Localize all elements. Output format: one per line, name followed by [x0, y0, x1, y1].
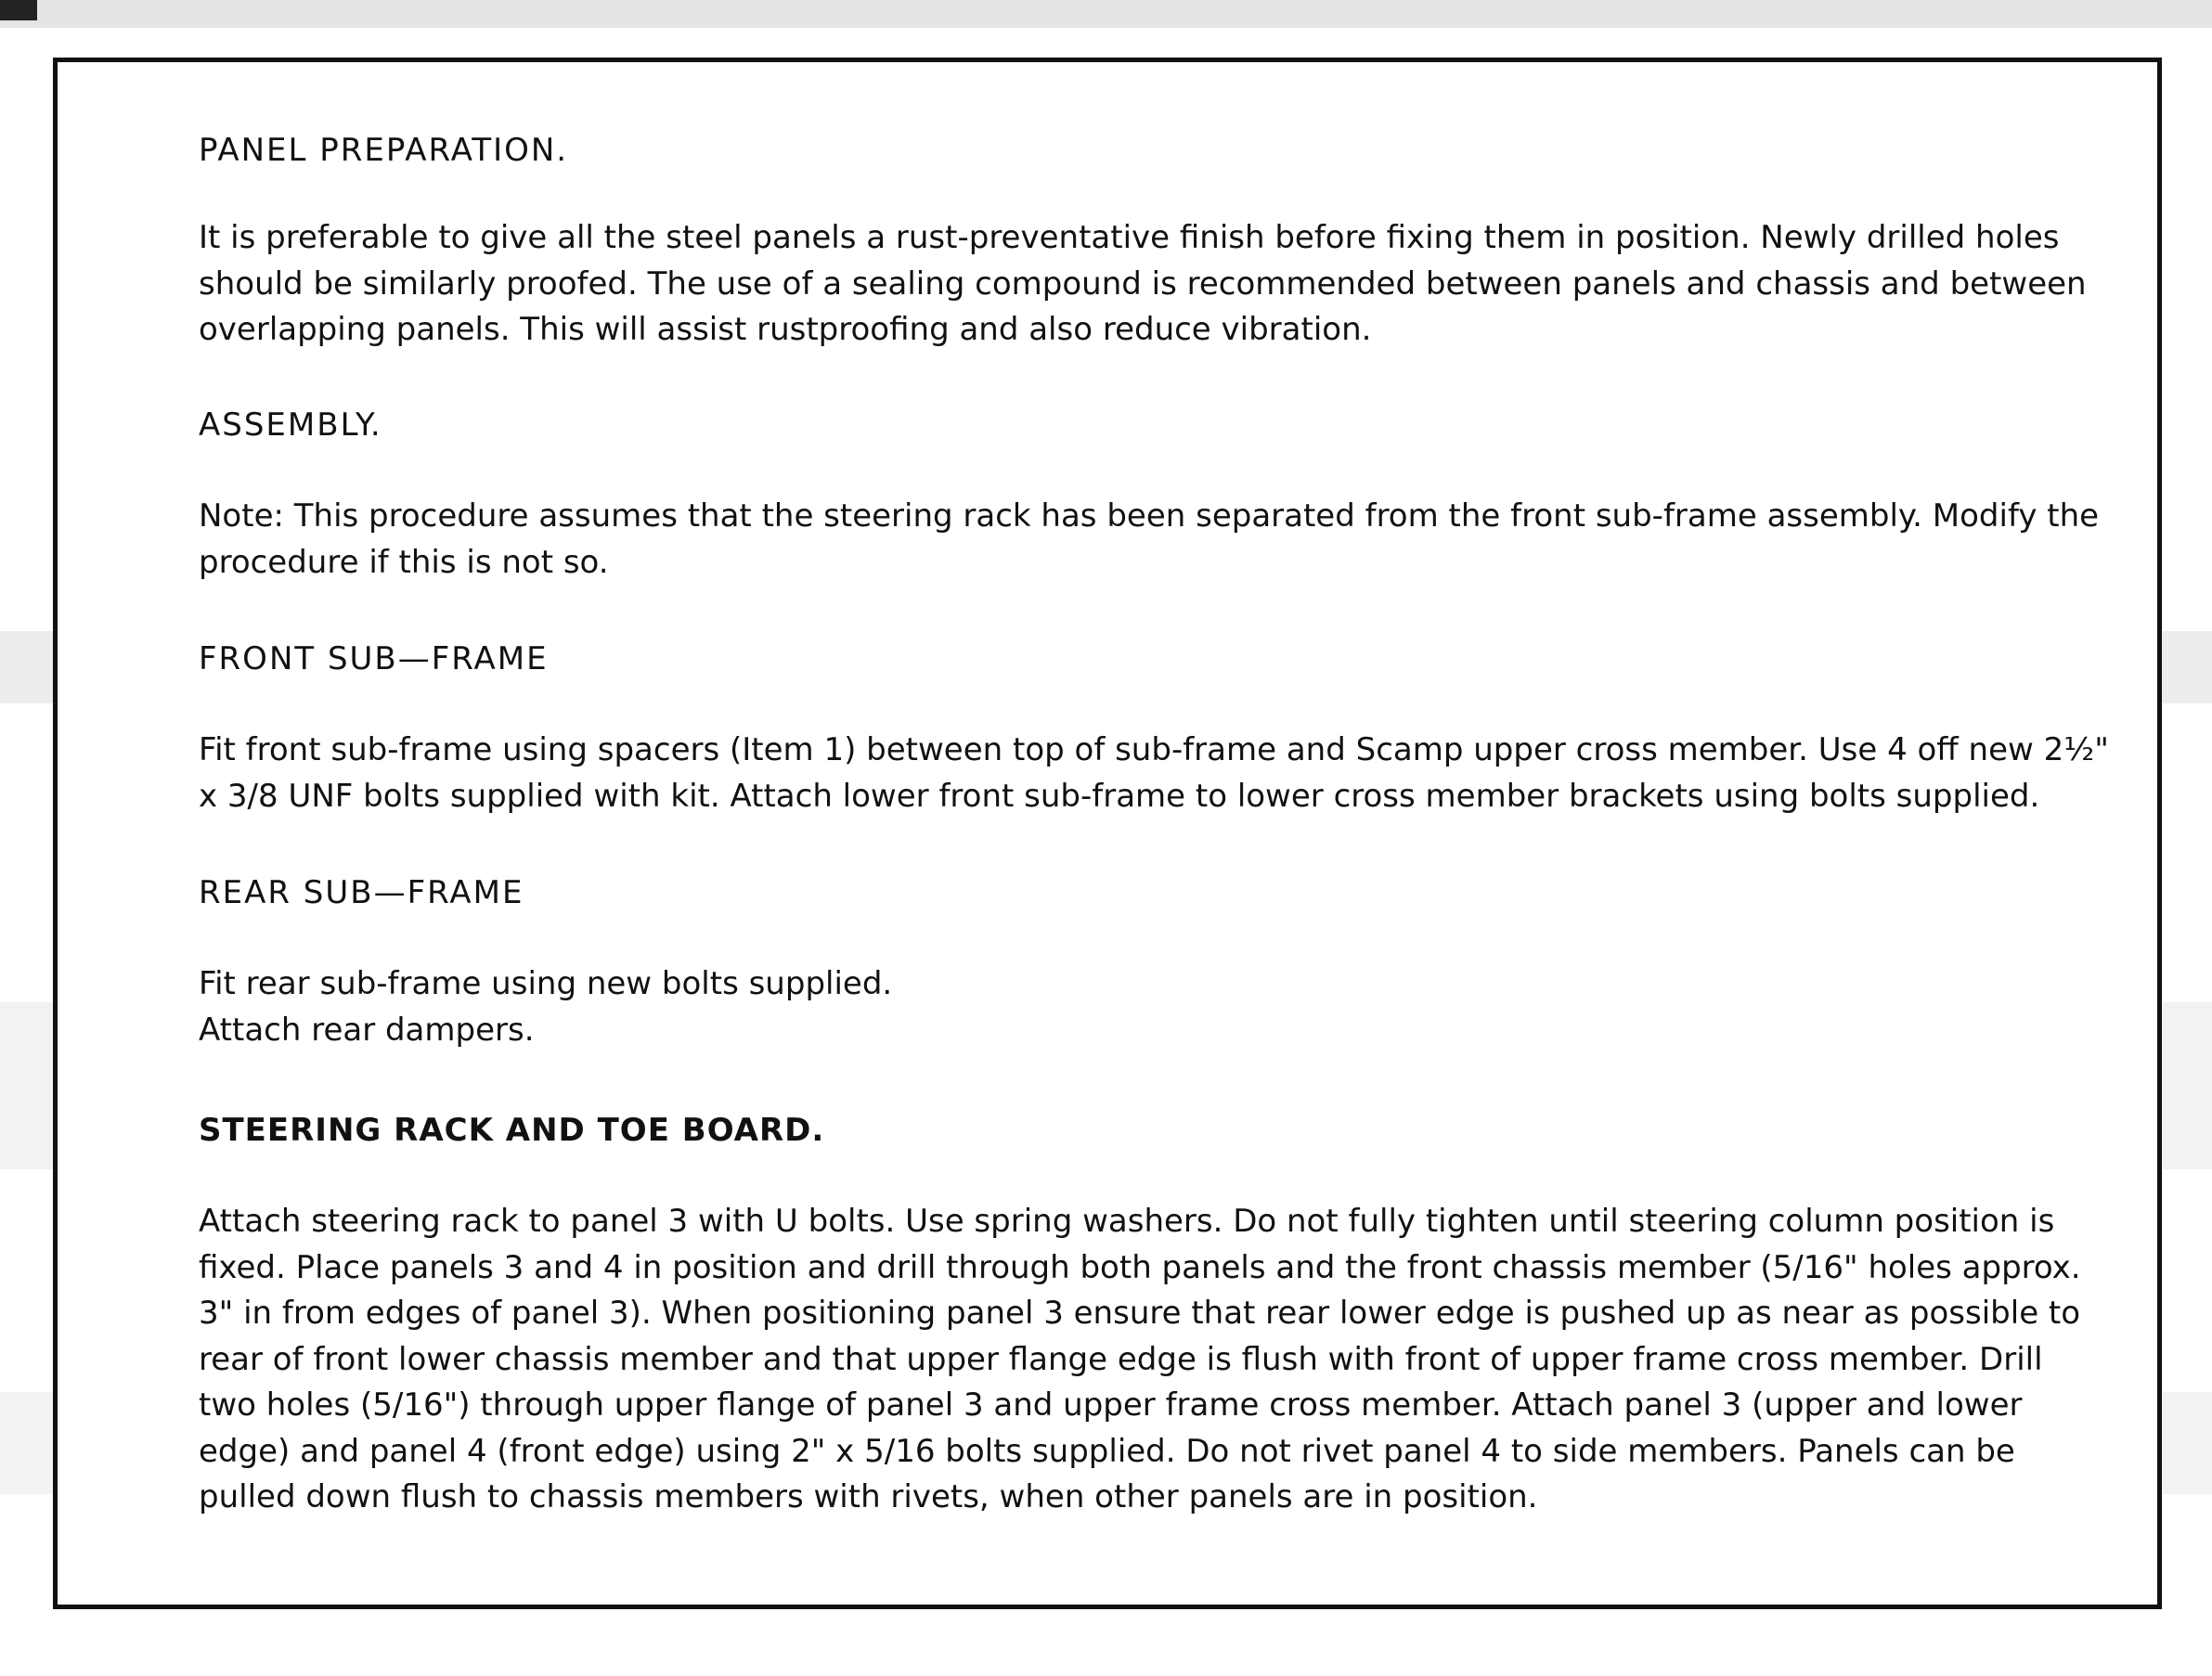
heading-panel-preparation: PANEL PREPARATION.	[199, 132, 569, 169]
paragraph-assembly	[199, 494, 2099, 586]
paragraph-rear-sub-frame	[199, 961, 892, 1053]
text-line: x 3/8 UNF bolts supplied with kit. Attach lower front sub-frame to lower cross member brackets using bolts supplied.	[199, 777, 2040, 815]
text-line: Note: This procedure assumes that the steering rack has been separated from the front sub-frame assembly. Modify the	[199, 497, 2100, 535]
text-line: It is preferable to give all the steel panels a rust-preventative finish before fixing them in position. Newly drilled holes	[199, 219, 2060, 256]
scan-corner-mark	[0, 0, 37, 20]
text-line: overlapping panels. This will assist rustproofing and also reduce vibration.	[199, 311, 1372, 348]
text-line: Fit rear sub-frame using new bolts supplied.	[199, 965, 893, 1002]
text-line: Fit front sub-frame using spacers (Item 1) between top of sub-frame and Scamp upper cross member. Use 4 off new 2½"	[199, 731, 2109, 768]
text-line: two holes (5/16") through upper flange of panel 3 and upper frame cross member. Attach panel 3 (upper and lower	[199, 1386, 2023, 1424]
heading-front-sub-frame: FRONT SUB—FRAME	[199, 640, 549, 677]
heading-steering-rack: STEERING RACK AND TOE BOARD.	[199, 1112, 825, 1149]
text-line: Attach rear dampers.	[199, 1011, 535, 1049]
paragraph-front-sub-frame	[199, 728, 2109, 819]
instruction-panel	[53, 58, 2162, 1609]
text-line: fixed. Place panels 3 and 4 in position and drill through both panels and the front chassis member (5/16" holes approx.	[199, 1248, 2081, 1286]
heading-rear-sub-frame: REAR SUB—FRAME	[199, 874, 524, 911]
paragraph-panel-preparation	[199, 215, 2087, 354]
text-line: procedure if this is not so.	[199, 543, 609, 581]
heading-assembly: ASSEMBLY.	[199, 406, 382, 444]
text-line: should be similarly proofed. The use of a sealing compound is recommended between panels and chassis and between	[199, 264, 2087, 303]
text-line: edge) and panel 4 (front edge) using 2" x 5/16 bolts supplied. Do not rivet panel 4 to side members. Panels can be	[199, 1432, 2015, 1470]
paragraph-steering-rack	[199, 1199, 2081, 1521]
scan-shadow-top	[0, 0, 2212, 28]
text-line: Attach steering rack to panel 3 with U bolts. Use spring washers. Do not fully tighten until steering column position is	[199, 1203, 2055, 1240]
text-line: rear of front lower chassis member and that upper flange edge is flush with front of upper frame cross member. Drill	[199, 1340, 2043, 1378]
text-line: pulled down flush to chassis members with rivets, when other panels are in position.	[199, 1478, 1538, 1515]
text-line: 3" in from edges of panel 3). When positioning panel 3 ensure that rear lower edge is pushed up as near as possible to	[199, 1295, 2081, 1332]
